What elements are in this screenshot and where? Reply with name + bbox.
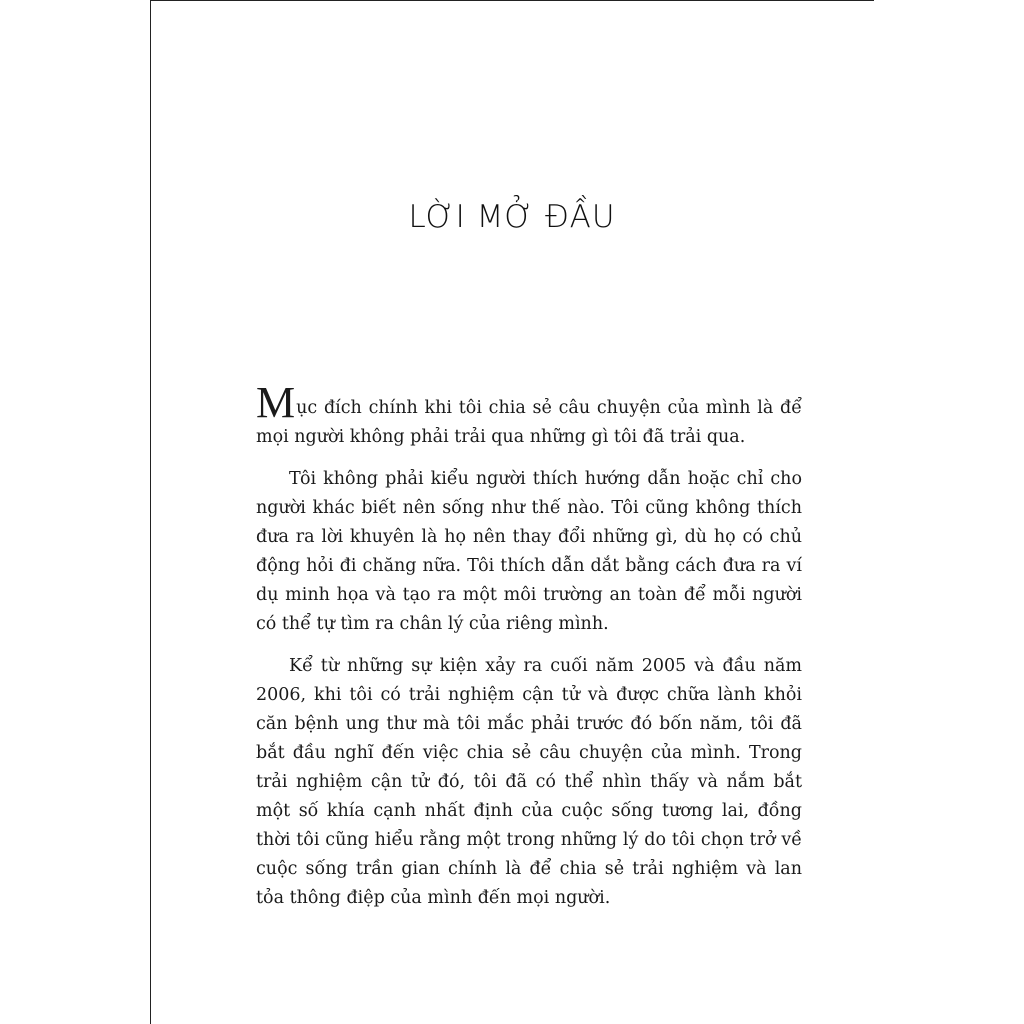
page-edge-top bbox=[150, 0, 874, 1]
body-text bbox=[256, 378, 802, 926]
paragraph-1 bbox=[256, 378, 802, 452]
page-edge-left bbox=[150, 0, 151, 1024]
page-title: LỜI MỞ ĐẦU bbox=[408, 198, 616, 235]
paragraph-1-text: ục đích chính khi tôi chia sẻ câu chuyện của mình là để mọi người không phải trải qua những gì tôi đã trải qua. bbox=[256, 398, 802, 447]
paragraph-2: Tôi không phải kiểu người thích hướng dẫn hoặc chỉ cho người khác biết nên sống như thế nào. Tôi cũng không thích đưa ra lời khuyên là họ nên thay đổi những gì, dù họ có chủ động hỏi đi chăng nữa. Tôi thích dẫn dắt bằng cách đưa ra ví dụ minh họa và tạo ra một môi trường an toàn để mỗi người có thể tự tìm ra chân lý của riêng mình. bbox=[256, 469, 802, 634]
paragraph-3: Kể từ những sự kiện xảy ra cuối năm 2005 và đầu năm 2006, khi tôi có trải nghiệm cận tử và được chữa lành khỏi căn bệnh ung thư mà tôi mắc phải trước đó bốn năm, tôi đã bắt đầu nghĩ đến việc chia sẻ câu chuyện của mình. Trong trải nghiệm cận tử đó, tôi đã có thể nhìn thấy và nắm bắt một số khía cạnh nhất định của cuộc sống tương lai, đồng thời tôi cũng hiểu rằng một trong những lý do tôi chọn trở về cuộc sống trần gian chính là để chia sẻ trải nghiệm và lan tỏa thông điệp của mình đến mọi người. bbox=[256, 656, 802, 908]
drop-cap: M bbox=[256, 378, 296, 427]
